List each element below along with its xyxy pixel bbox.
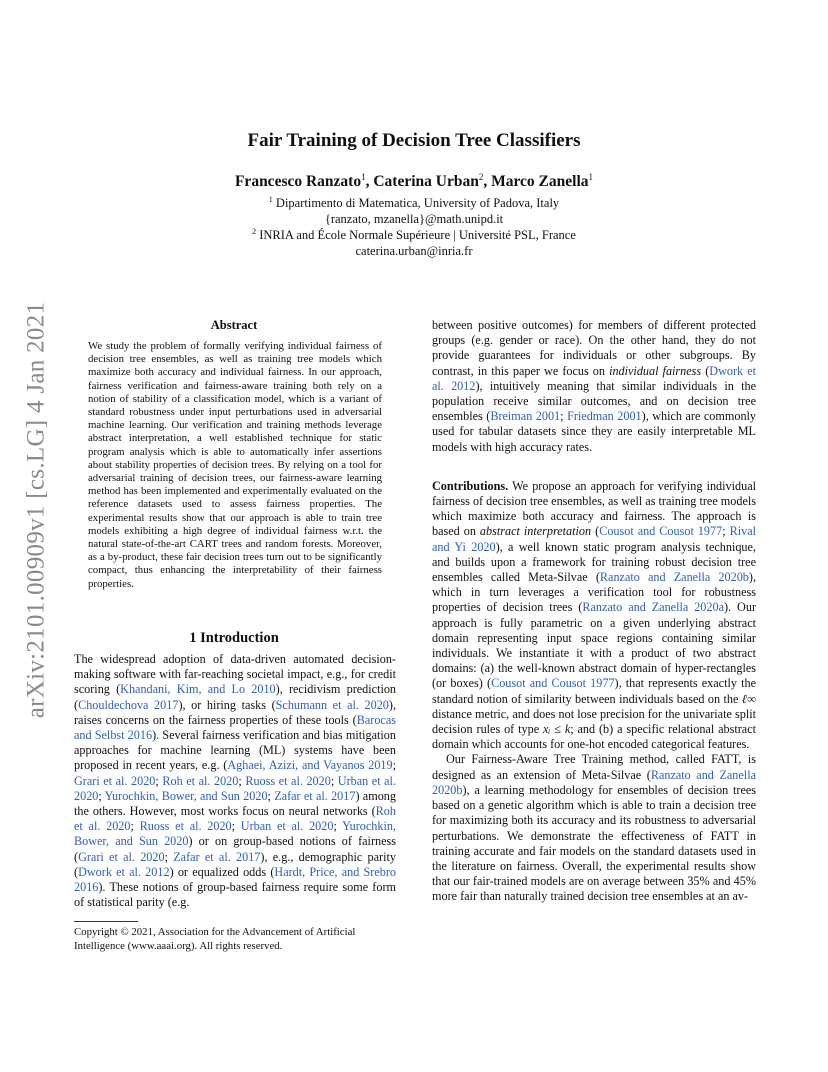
contributions-heading: Contributions. [432,478,509,493]
body-text: ; [155,773,163,788]
citation-link[interactable]: Ruoss et al. 2020 [245,773,331,788]
affiliation-2-name: INRIA and École Normale Supérieure | Université PSL, France [256,228,576,243]
body-text: ; [330,773,338,788]
body-text: ; [231,819,241,834]
body-text: ; [130,819,140,834]
author-urban-affil: 2 [478,172,484,182]
contributions-paragraph [432,479,756,753]
body-text: ), a well known static program analysis technique, and builds upon a framework for training robust decision tree ensembles called Meta-Silvae ( [432,539,756,585]
body-text: ; [164,849,174,864]
citation-link[interactable]: Grari et al. 2020 [74,773,156,788]
affiliation-1 [0,192,828,227]
author-zanella: Marco Zanella [491,173,589,191]
body-text: ). Our approach is fully parametric on a given underlying abstract domain representing input space regions containing similar individuals. We instantiate it with a product of two abstract domains: (a) the well-known abstract domain of hyper-rectangles (or boxes) ( [432,600,756,691]
body-text: ( [591,524,600,539]
abstract-heading: Abstract [210,318,258,332]
body-text: ; [333,819,343,834]
body-text: ), which are commonly used for tabular datasets since they are easily interpretable ML models with high accuracy rates. [432,409,757,454]
intro-paragraph-1 [74,652,396,910]
affiliation-1-marker: 1 [268,195,273,204]
citation-link[interactable]: Roh et al. 2020 [74,804,396,834]
citation-link[interactable]: Roh et al. 2020 [162,773,239,788]
intro-column [74,652,396,910]
citation-link[interactable]: Yurochkin, Bower, and Sun 2020 [74,819,396,849]
affiliation-1-name: Dipartimento di Matematica, University of Padova, Italy [272,196,560,211]
citation-link[interactable]: Rival and Yi 2020 [432,524,757,554]
citation-link[interactable]: Zafar et al. 2017 [274,788,356,803]
body-text: ), a learning methodology for ensembles of decision trees based on a genetic algorithm which is able to train a decision tree for maximizing both its accuracy and its robustness to adversarial perturbations. We demonstrate the effectiveness of FATT in training accurate and fair models on the standard datasets used in the literature on fairness. Overall, the experimental results show that our fair-trained models are on average between 35% and 45% more fair than naturally trained decision tree ensembles at an av- [432,782,756,904]
footnote-divider [74,921,138,922]
body-text: ). Several fairness verification and bias mitigation approaches for machine learning (ML) systems have been proposed in recent years, e.g. ( [74,728,396,773]
body-text: distance metric, and does not lose precision for the univariate split decision rules of type [432,706,756,737]
body-text: Our Fairness-Aware Tree Training method, called FATT, is designed as an extension of Meta-Silvae ( [432,752,756,782]
author-urban: Caterina Urban [373,173,479,191]
citation-link[interactable]: Ranzato and Zanella 2020b [432,767,756,797]
citation-link[interactable]: Urban et al. 2020 [240,819,334,834]
citation-link[interactable]: Yurochkin, Bower, and Sun 2020 [104,788,268,803]
body-text: ; [560,409,568,424]
emphasis-text: abstract interpretation [479,524,592,539]
body-text: ( [701,363,710,378]
body-text: ; [267,788,275,803]
math-symbol: ℓ∞ [741,691,756,706]
affiliation-1-email: {ranzato, mzanella}@math.unipd.it [324,211,504,226]
author-list: Francesco Ranzato$^1$, Caterina Urban$^2$, Marco Zanella$^1$ [234,172,594,191]
citation-link[interactable]: Dwork et al. 2012 [432,363,757,393]
body-text: ). These notions of group-based fairness require some form of statistical parity (e.g. [74,880,396,910]
body-text: ), raises concerns on the fairness properties of these tools ( [74,697,396,727]
body-text: ) or on group-based notions of fairness ( [74,834,396,864]
body-text: ), that represents exactly the standard notion of similarity between individuals based on the [432,676,756,706]
affiliation-2-marker: 2 [252,227,257,236]
citation-link[interactable]: Cousot and Cousot 1977 [599,524,723,539]
math-expression: xᵢ ≤ k [543,722,571,737]
body-text: The widespread adoption of data-driven automated decision-making software with far-reaching societal impact, e.g., for credit scoring ( [74,652,396,697]
arxiv-identifier-text: arXiv:2101.00909v1 [cs.LG] 4 Jan 2021 [22,301,49,719]
fatt-paragraph [432,752,756,904]
emphasis-text: individual fairness [609,363,702,378]
abstract-text: We study the problem of formally verifying individual fairness of decision tree ensembles, as well as training tree models which maximize both accuracy and individual fairness. In our approach, fairness verification and fairness-aware training both rely on a notion of stability of a classification model, which is a variant of standard robustness under input perturbations used in adversarial machine learning. Our verification and training methods leverage abstract interpretation, a well established technique for static program analysis which is able to automatically infer assertions about stability properties of decision trees. By relying on a tool for adversarial training of decision trees, our fairness-aware learning method has been implemented and experimentally evaluated on the reference datasets used to assess fairness properties. The experimental results show that our approach is able to train tree models exhibiting a high degree of individual fairness w.r.t. the natural state-of-the-art CART trees and random forests. Moreover, as a by-product, these fair decision trees turn out to be significantly compact, thus enhancing the interpretability of their fairness properties. [88,340,382,590]
arxiv-identifier [16,300,56,720]
citation-link[interactable]: Khandani, Kim, and Lo 2010 [120,682,276,697]
citation-link[interactable]: Ranzato and Zanella 2020b [599,570,749,585]
author-ranzato: Francesco Ranzato [234,173,362,191]
citation-link[interactable]: Dwork et al. 2012 [78,864,170,879]
body-text: ), e.g., demographic parity ( [74,849,396,879]
citation-link[interactable]: Ranzato and Zanella 2020a [582,600,724,615]
citation-link[interactable]: Friedman 2001 [567,409,642,424]
citation-link[interactable]: Hardt, Price, and Srebro 2016 [74,864,396,895]
body-text: ), intuitively meaning that similar individuals in the population receive similar outcomes, and on decision tree ensembles ( [432,378,756,424]
body-text: ; [238,773,246,788]
affiliation-2-email: caterina.urban@inria.fr [355,243,473,258]
citation-link[interactable]: Barocas and Selbst 2016 [74,712,396,743]
author-ranzato-affil: 1 [361,172,366,182]
body-text: ; [98,788,105,803]
body-text: ; [722,524,730,539]
citation-link[interactable]: Breiman 2001 [490,409,561,424]
citation-link[interactable]: Schumann et al. 2020 [275,697,389,712]
citation-link[interactable]: Zafar et al. 2017 [173,849,261,864]
section-heading-introduction: 1 Introduction [189,630,279,646]
citation-link[interactable]: Grari et al. 2020 [78,849,165,864]
body-text: We propose an approach for verifying individual fairness of decision tree ensembles, as well as training tree models which maximize both accuracy and fairness. The approach is based on [432,478,756,539]
body-text: ; and (b) a specific relational abstract domain which accounts for one-hot encoded categorical features. [432,722,756,752]
body-text: ), or hiring tasks ( [178,697,276,712]
citation-link[interactable]: Ruoss et al. 2020 [139,819,232,834]
citation-link[interactable]: Cousot and Cousot 1977 [491,676,615,691]
copyright-footnote: Copyright © 2021, Association for the Advancement of Artificial Intelligence (www.aaai.org). All rights reserved. [74,926,356,952]
body-text: ) or equalized odds ( [169,864,275,879]
intro-paragraph-continued [432,318,756,455]
author-zanella-affil: 1 [588,172,594,182]
body-text: ), recidivism prediction ( [74,682,397,712]
body-text: ), which in turn leverages a verification tool for robustness properties of decision trees ( [432,570,756,615]
body-text: ) among the others. However, most works focus on neural networks ( [74,788,396,819]
body-text: between positive outcomes) for members of different protected groups (e.g. gender or race). On the other hand, they do not provide guarantees for individuals or other subgroups. By contrast, in this paper we focus on [432,318,756,378]
citation-link[interactable]: Aghaei, Azizi, and Vayanos 2019 [227,758,393,773]
affiliation-2 [0,224,828,259]
body-text: ; [392,758,397,773]
citation-link[interactable]: Chouldechova 2017 [78,697,179,712]
right-column [432,318,756,905]
paper-title: Fair Training of Decision Tree Classifiers [247,130,581,151]
citation-link[interactable]: Urban et al. 2020 [74,773,396,803]
